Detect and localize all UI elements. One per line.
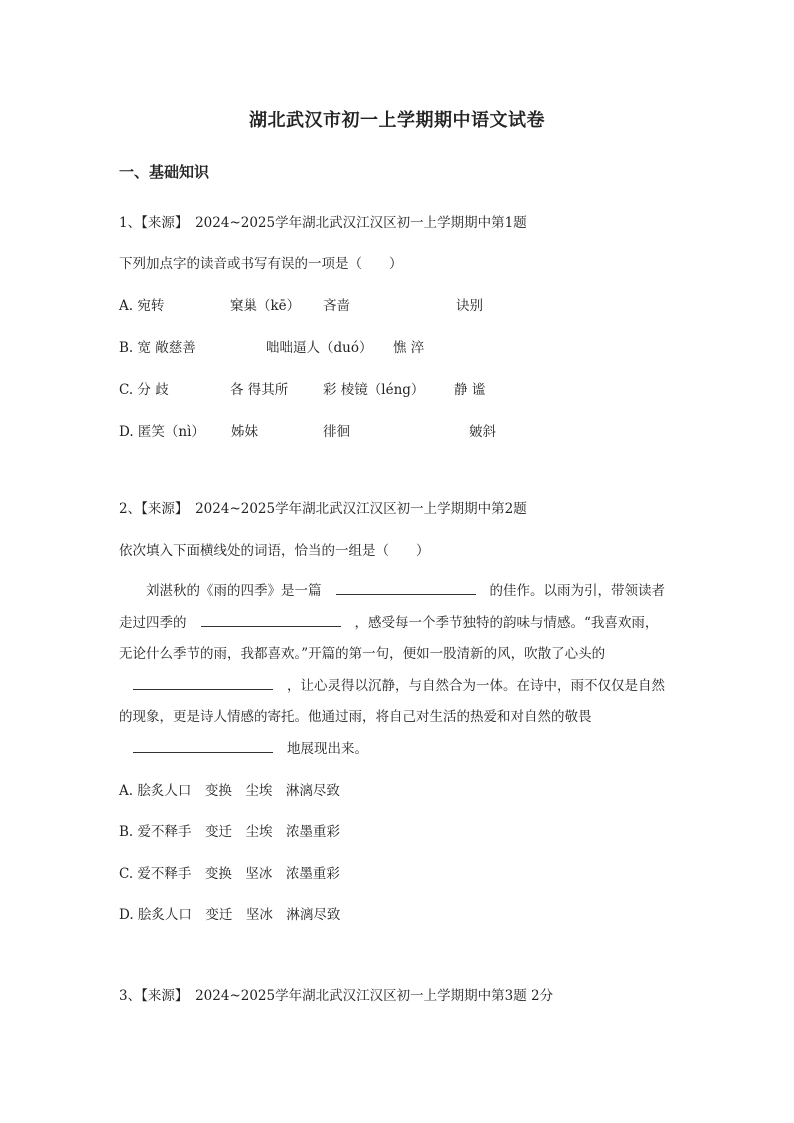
passage-text: ，感受每一个季节独特的韵味与情感。“我喜欢雨， xyxy=(354,614,659,631)
question-2-passage xyxy=(119,576,679,765)
passage-text: ，让心灵得以沉静，与自然合为一体。在诗中，雨不仅仅是自然 xyxy=(287,677,665,694)
option-c-item-2: 各 得其所 xyxy=(230,382,289,398)
passage-text: 走过四季的 xyxy=(119,614,187,631)
passage-text: 刘湛秋的《雨的四季》是一篇 xyxy=(146,583,322,599)
blank-2 xyxy=(201,612,341,627)
question-1-stem: 下列加点字的读音或书写有误的一项是（ ） xyxy=(119,256,403,272)
passage-line-3 xyxy=(119,639,679,671)
question-3-header: 3、【来源】 2024~2025学年湖北武汉江汉区初一上学期期中第3题 2分 xyxy=(119,988,554,1004)
passage-text: 的佳作。以雨为引，带领读者 xyxy=(489,583,665,599)
passage-line-5 xyxy=(119,702,679,734)
blank-1 xyxy=(336,580,476,595)
option-b-item-3: 憔 淬 xyxy=(393,340,425,356)
option-d-item-1: D. 匿笑（nì） xyxy=(119,424,205,440)
option-a-item-1: A. 宛转 xyxy=(119,298,165,314)
option-a-item-2: 窠巢（kē） xyxy=(230,298,301,314)
question-1-header: 1、【来源】 2024~2025学年湖北武汉江汉区初一上学期期中第1题 xyxy=(119,215,527,231)
option-a-item-4: 诀别 xyxy=(456,298,483,314)
option-b-item-2: 咄咄逼人（duó） xyxy=(266,340,373,356)
passage-text: 无论什么季节的雨，我都喜欢。”开篇的第一句，便如一股清新的风，吹散了心头的 xyxy=(119,646,606,662)
option-b-item-1: B. 宽 敞慈善 xyxy=(119,340,196,356)
question-1-option-d xyxy=(119,422,679,442)
passage-text: 地展现出来。 xyxy=(287,740,368,757)
question-1-option-c xyxy=(119,380,679,400)
blank-3 xyxy=(133,675,273,690)
option-c-item-3: 彩 棱镜（léng） xyxy=(323,382,425,398)
option-d-item-4: 皴斜 xyxy=(469,424,496,440)
passage-text: 的现象，更是诗人情感的寄托。他通过雨，将自己对生活的热爱和对自然的敬畏 xyxy=(119,709,592,725)
blank-4 xyxy=(133,738,273,753)
option-d-item-3: 徘徊 xyxy=(323,424,350,440)
option-d-item-2: 姊妹 xyxy=(231,424,258,440)
passage-line-2 xyxy=(119,608,679,640)
page-title: 湖北武汉市初一上学期期中语文试卷 xyxy=(249,110,545,131)
question-2-header: 2、【来源】 2024~2025学年湖北武汉江汉区初一上学期期中第2题 xyxy=(119,501,527,517)
passage-line-6 xyxy=(119,734,679,766)
question-1-option-a xyxy=(119,296,679,316)
question-2-option-a: A. 脍炙人口 变换 尘埃 淋漓尽致 xyxy=(119,783,340,799)
question-2-option-c: C. 爱不释手 变换 坚冰 浓墨重彩 xyxy=(119,866,340,882)
question-1-option-b xyxy=(119,338,679,358)
option-a-item-3: 吝啬 xyxy=(323,298,350,314)
question-2-option-b: B. 爱不释手 变迁 尘埃 浓墨重彩 xyxy=(119,824,341,840)
option-c-item-1: C. 分 歧 xyxy=(119,382,169,398)
passage-line-1 xyxy=(119,576,679,608)
option-c-item-4: 静 谧 xyxy=(454,382,486,398)
section-heading: 一、基础知识 xyxy=(119,163,210,181)
passage-line-4 xyxy=(119,671,679,703)
question-2-option-d: D. 脍炙人口 变迁 坚冰 淋漓尽致 xyxy=(119,907,341,923)
question-2-stem: 依次填入下面横线处的词语，恰当的一组是（ ） xyxy=(119,543,430,559)
